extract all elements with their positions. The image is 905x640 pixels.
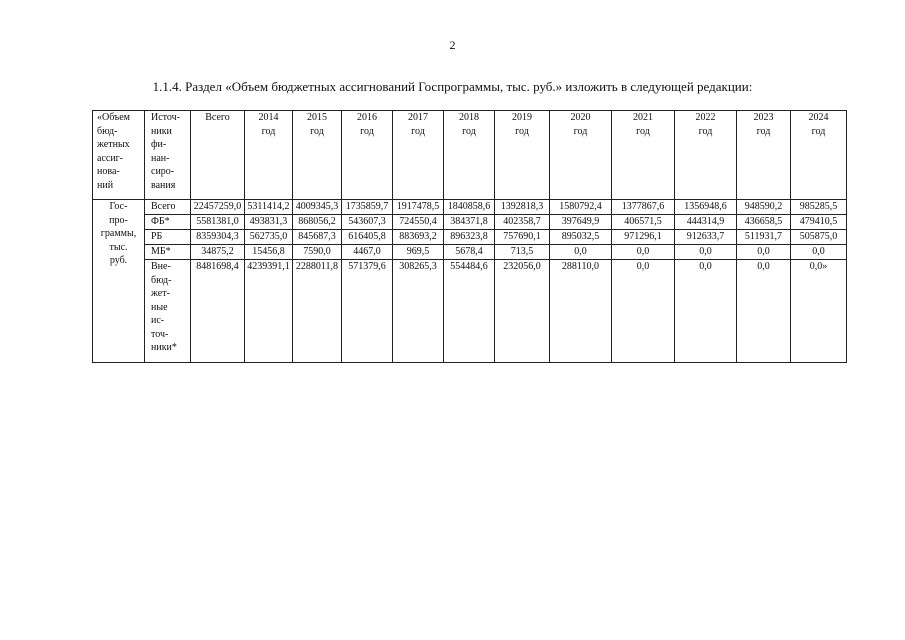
table-row xyxy=(93,245,847,260)
value-cell: 562735,0 xyxy=(245,230,293,245)
value-cell: 1356948,6 xyxy=(675,200,737,215)
year-header-line: год xyxy=(698,125,713,137)
source-header-line: сиро- xyxy=(151,166,175,177)
value-cell: 713,5 xyxy=(495,245,550,260)
year-header-line: 2016 xyxy=(357,112,377,123)
year-header-cell xyxy=(495,111,550,200)
value-cell: 845687,3 xyxy=(293,230,342,245)
table-row xyxy=(93,260,847,363)
value-cell: 0,0 xyxy=(737,245,791,260)
source-name-line: Вне- xyxy=(151,261,171,272)
year-header-cell xyxy=(791,111,847,200)
source-header-line: фи- xyxy=(151,139,167,150)
row-label-line: про- xyxy=(109,214,128,226)
header-row xyxy=(93,111,847,200)
source-header-line: Источ- xyxy=(151,112,180,123)
value-cell: 5678,4 xyxy=(444,245,495,260)
row-label-line: жетных xyxy=(97,139,130,150)
value-cell: 724550,4 xyxy=(393,215,444,230)
value-cell: 8359304,3 xyxy=(191,230,245,245)
row-label-line: граммы, xyxy=(100,228,137,239)
source-name-line: ис- xyxy=(151,315,165,326)
year-header-cell xyxy=(342,111,393,200)
source-header-line: ники xyxy=(151,125,172,137)
value-cell: 616405,8 xyxy=(342,230,393,245)
row-label-cell xyxy=(93,200,145,363)
value-cell: 0,0 xyxy=(612,245,675,260)
value-cell: 1840858,6 xyxy=(444,200,495,215)
year-header-cell xyxy=(293,111,342,200)
year-header-cell xyxy=(245,111,293,200)
value-cell: 7590,0 xyxy=(293,245,342,260)
table-row xyxy=(93,215,847,230)
value-cell: 8481698,4 xyxy=(191,260,245,363)
year-header-line: год xyxy=(310,125,324,137)
value-cell: 571379,6 xyxy=(342,260,393,363)
value-cell: 895032,5 xyxy=(550,230,612,245)
value-cell: 0,0 xyxy=(550,245,612,260)
year-header-cell xyxy=(444,111,495,200)
value-cell: 912633,7 xyxy=(675,230,737,245)
year-header-line: год xyxy=(515,125,529,137)
value-cell: 436658,5 xyxy=(737,215,791,230)
value-cell: 402358,7 xyxy=(495,215,550,230)
value-cell: 397649,9 xyxy=(550,215,612,230)
year-header-line: год xyxy=(636,125,650,137)
source-name-cell: РБ xyxy=(145,230,191,245)
value-cell: 406571,5 xyxy=(612,215,675,230)
year-header-line: 2024 xyxy=(808,112,829,123)
year-header-cell xyxy=(675,111,737,200)
value-cell: 971296,1 xyxy=(612,230,675,245)
source-header-line: вания xyxy=(151,179,176,191)
value-cell: 5311414,2 xyxy=(245,200,293,215)
value-cell: 985285,5 xyxy=(791,200,847,215)
year-header-line: год xyxy=(411,125,425,137)
value-cell: 308265,3 xyxy=(393,260,444,363)
value-cell: 444314,9 xyxy=(675,215,737,230)
value-cell: 1377867,6 xyxy=(612,200,675,215)
year-header-line: год xyxy=(811,125,826,137)
value-cell: 384371,8 xyxy=(444,215,495,230)
source-name-line: ные xyxy=(151,301,168,313)
row-label-line: Гос- xyxy=(109,201,128,212)
value-cell: 1917478,5 xyxy=(393,200,444,215)
value-cell: 868056,2 xyxy=(293,215,342,230)
year-header-cell xyxy=(550,111,612,200)
value-cell: 554484,6 xyxy=(444,260,495,363)
value-cell: 4009345,3 xyxy=(293,200,342,215)
value-cell: 2288011,8 xyxy=(293,260,342,363)
year-header-cell xyxy=(737,111,791,200)
value-cell: 0,0 xyxy=(612,260,675,363)
value-cell: 22457259,0 xyxy=(191,200,245,215)
year-header-line: 2014 xyxy=(258,112,279,123)
value-cell: 493831,3 xyxy=(245,215,293,230)
table-row xyxy=(93,230,847,245)
source-name-line: ники* xyxy=(151,342,177,353)
year-header-line: год xyxy=(360,125,374,137)
value-cell: 1735859,7 xyxy=(342,200,393,215)
value-cell: 232056,0 xyxy=(495,260,550,363)
value-cell: 288110,0 xyxy=(550,260,612,363)
year-header-line: 2017 xyxy=(408,112,428,123)
row-label-line: ассиг- xyxy=(97,152,124,164)
total-header-cell: Всего xyxy=(191,111,245,200)
value-cell: 969,5 xyxy=(393,245,444,260)
year-header-cell xyxy=(393,111,444,200)
year-header-line: год xyxy=(756,125,771,137)
source-header-cell xyxy=(145,111,191,200)
value-cell: 505875,0 xyxy=(791,230,847,245)
row-label-cell xyxy=(93,111,145,200)
source-name-cell: МБ* xyxy=(145,245,191,260)
value-cell: 543607,3 xyxy=(342,215,393,230)
value-cell: 34875,2 xyxy=(191,245,245,260)
value-cell: 1392818,3 xyxy=(495,200,550,215)
row-label-line: нова- xyxy=(97,166,120,177)
year-header-line: 2015 xyxy=(307,112,327,123)
value-cell: 1580792,4 xyxy=(550,200,612,215)
value-cell: 5581381,0 xyxy=(191,215,245,230)
value-cell: 0,0 xyxy=(791,245,847,260)
value-cell: 0,0 xyxy=(737,260,791,363)
year-header-cell xyxy=(612,111,675,200)
value-cell: 883693,2 xyxy=(393,230,444,245)
value-cell: 896323,8 xyxy=(444,230,495,245)
year-header-line: 2020 xyxy=(570,112,591,123)
source-name-line: точ- xyxy=(151,328,169,340)
year-header-line: 2019 xyxy=(512,112,532,123)
value-cell: 757690,1 xyxy=(495,230,550,245)
value-cell: 0,0 xyxy=(675,260,737,363)
table-row xyxy=(93,200,847,215)
year-header-line: год xyxy=(462,125,476,137)
source-name-cell xyxy=(145,260,191,363)
row-label-line: бюд- xyxy=(97,125,118,137)
value-cell: 4239391,1 xyxy=(245,260,293,363)
source-name-cell: ФБ* xyxy=(145,215,191,230)
page-number: 2 xyxy=(449,38,456,52)
value-cell: 0,0» xyxy=(791,260,847,363)
year-header-line: год xyxy=(573,125,588,137)
year-header-line: 2018 xyxy=(459,112,479,123)
source-name-line: бюд- xyxy=(151,274,172,286)
value-cell: 4467,0 xyxy=(342,245,393,260)
budget-table xyxy=(92,110,847,363)
year-header-line: 2023 xyxy=(753,112,774,123)
value-cell: 948590,2 xyxy=(737,200,791,215)
row-label-line: ний xyxy=(97,179,114,191)
section-heading: 1.1.4. Раздел «Объем бюджетных ассигнований Госпрограммы, тыс. руб.» изложить в следующей редакции: xyxy=(152,79,753,94)
source-name-line: жет- xyxy=(151,288,170,299)
row-label-line: «Объем xyxy=(97,112,130,123)
value-cell: 15456,8 xyxy=(245,245,293,260)
year-header-line: 2021 xyxy=(633,112,653,123)
source-header-line: нан- xyxy=(151,152,170,164)
value-cell: 479410,5 xyxy=(791,215,847,230)
row-label-line: тыс. xyxy=(109,241,128,253)
value-cell: 511931,7 xyxy=(737,230,791,245)
year-header-line: 2022 xyxy=(695,112,716,123)
value-cell: 0,0 xyxy=(675,245,737,260)
source-name-cell: Всего xyxy=(145,200,191,215)
row-label-line: руб. xyxy=(109,255,128,266)
year-header-line: год xyxy=(261,125,276,137)
